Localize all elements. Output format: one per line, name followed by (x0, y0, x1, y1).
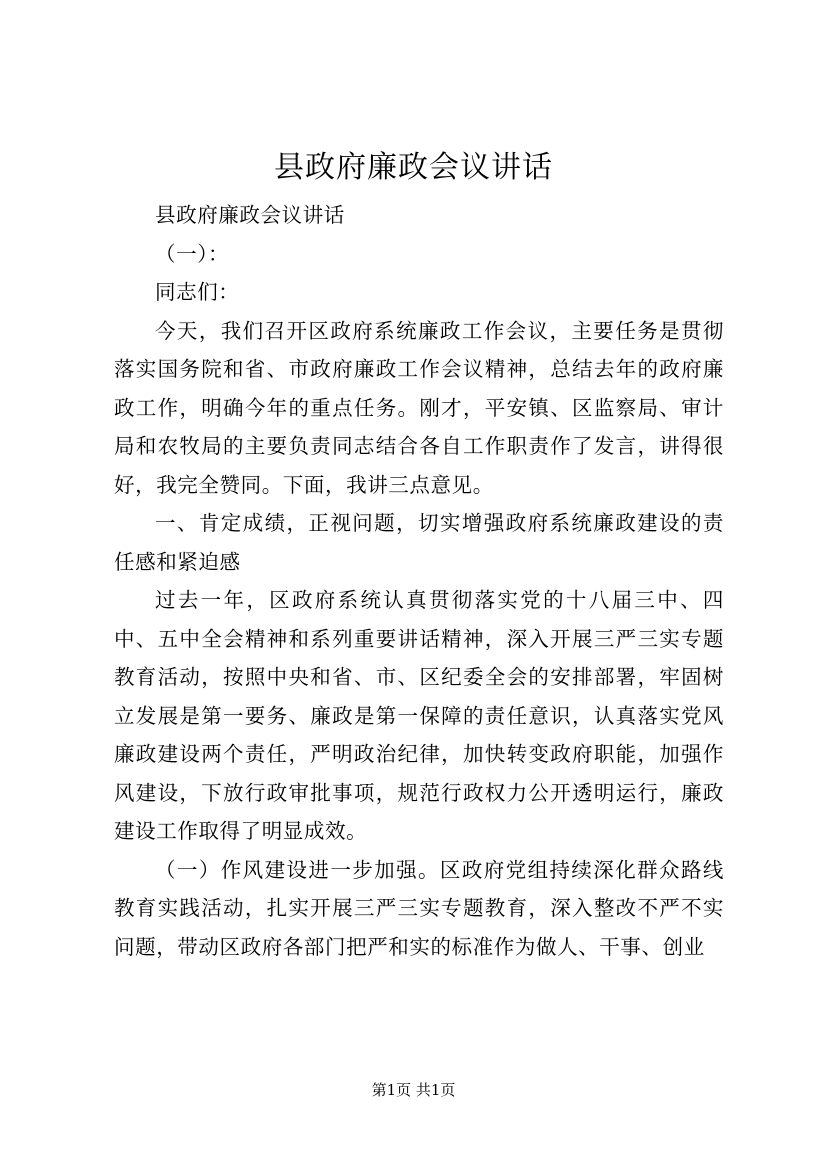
document-title: 县政府廉政会议讲话 (274, 150, 553, 185)
paragraph-intro: 今天，我们召开区政府系统廉政工作会议，主要任务是贯彻落实国务院和省、市政府廉政工作会议精神，总结去年的政府廉政工作，明确今年的重点任务。刚才，平安镇、区监察局、审计局和农牧局的主要负责同志结合各自工作职责作了发言，讲得很好，我完全赞同。下面，我讲三点意见。 (114, 318, 724, 497)
paragraph-subtitle: 县政府廉政会议讲话 (155, 203, 345, 227)
paragraph-subsection: （一）作风建设进一步加强。区政府党组持续深化群众路线教育实践活动，扎实开展三严三实专题教育，深入整改不严不实问题，带动区政府各部门把严和实的标准作为做人、干事、创业 (114, 857, 724, 959)
page-footer: 第1页 共1页 (371, 1081, 456, 1099)
paragraph-review: 过去一年，区政府系统认真贯彻落实党的十八届三中、四中、五中全会精神和系列重要讲话精神，深入开展三严三实专题教育活动，按照中央和省、市、区纪委全会的安排部署，牢固树立发展是第一要务、廉政是第一保障的责任意识，认真落实党风廉政建设两个责任，严明政治纪律，加快转变政府职能，加强作风建设，下放行政审批事项，规范行政权力公开透明运行，廉政建设工作取得了明显成效。 (114, 588, 724, 843)
paragraph-part-number: （一）： (155, 241, 230, 266)
paragraph-salutation: 同志们： (155, 280, 240, 304)
document-body (114, 196, 724, 966)
paragraph-section-heading: 一、肯定成绩，正视问题，切实增强政府系统廉政建设的责任感和紧迫感 (114, 511, 724, 574)
